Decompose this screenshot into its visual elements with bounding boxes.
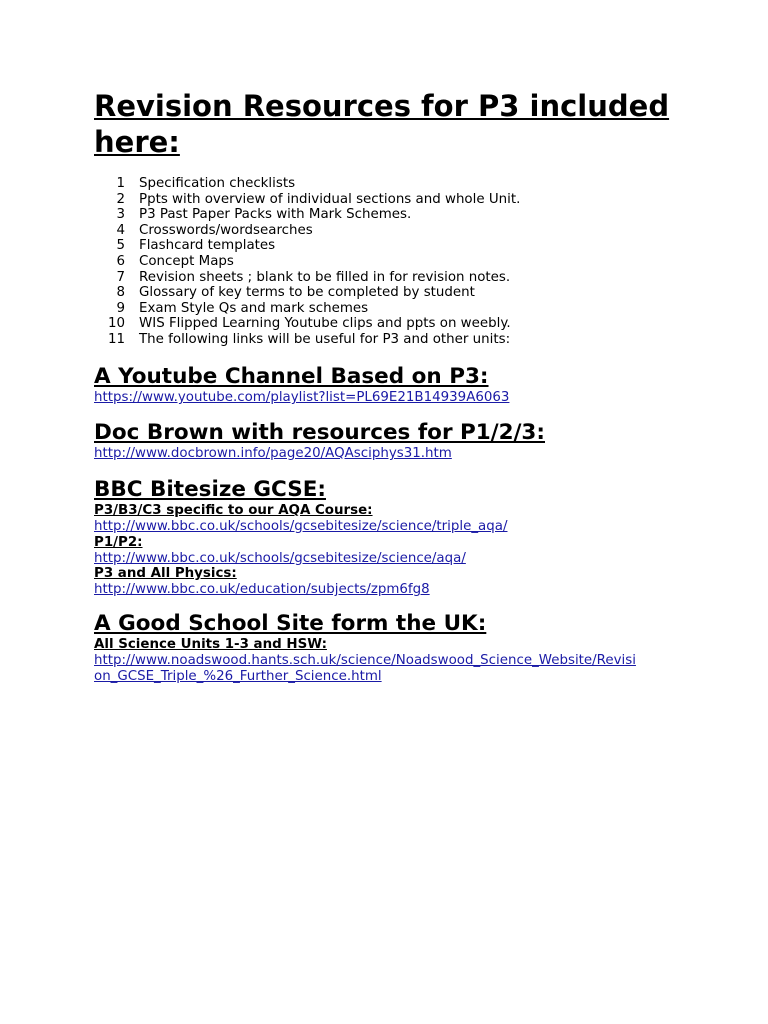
list-number: 8: [116, 285, 125, 301]
list-text: Revision sheets ; blank to be filled in for revision notes.: [139, 269, 511, 285]
bbc-physics-link[interactable]: http://www.bbc.co.uk/education/subjects/zpm6fg8: [94, 582, 430, 598]
list-number: 6: [116, 253, 125, 269]
bbc-aqa-link[interactable]: http://www.bbc.co.uk/schools/gcsebitesize/science/aqa/: [94, 550, 466, 566]
list-number: 3: [116, 207, 125, 223]
list-item: [94, 254, 520, 270]
list-item: [94, 223, 520, 239]
list-number: 1: [116, 176, 125, 191]
list-item: [94, 301, 520, 317]
list-text: Glossary of key terms to be completed by student: [139, 285, 475, 301]
noadswood-link-line2[interactable]: on_GCSE_Triple_%26_Further_Science.html: [94, 668, 382, 684]
school-units-label: All Science Units 1-3 and HSW:: [94, 637, 327, 652]
youtube-section: [94, 364, 509, 406]
page-title: Revision Resources for P3 included here:: [94, 89, 670, 159]
list-number: 9: [116, 300, 125, 316]
list-text: WIS Flipped Learning Youtube clips and ppts on weebly.: [139, 316, 511, 332]
bbc-triple-link[interactable]: http://www.bbc.co.uk/schools/gcsebitesize/science/triple_aqa/: [94, 519, 508, 534]
bbc-section: [94, 477, 507, 598]
list-text: Crosswords/wordsearches: [139, 222, 313, 238]
list-item: [94, 285, 520, 301]
list-item: [94, 238, 520, 254]
bbc-p1p2-label: P1/P2:: [94, 534, 143, 550]
bbc-physics-label: P3 and All Physics:: [94, 566, 237, 582]
list-item: [94, 192, 520, 208]
list-number: 10: [107, 316, 125, 332]
bbc-heading: BBC Bitesize GCSE:: [94, 477, 326, 502]
list-text: Concept Maps: [139, 253, 234, 269]
noadswood-link-line1[interactable]: http://www.noadswood.hants.sch.uk/science/Noadswood_Science_Website/Revisi: [94, 653, 636, 668]
list-item: [94, 332, 520, 348]
list-number: 4: [116, 222, 125, 238]
docbrown-heading: Doc Brown with resources for P1/2/3:: [94, 420, 545, 445]
list-text: Ppts with overview of individual sections and whole Unit.: [139, 191, 521, 207]
docbrown-link[interactable]: http://www.docbrown.info/page20/AQAsciphys31.htm: [94, 446, 452, 461]
youtube-link[interactable]: https://www.youtube.com/playlist?list=PL69E21B14939A6063: [94, 390, 510, 405]
list-number: 5: [116, 238, 125, 254]
docbrown-section: [94, 420, 545, 462]
youtube-heading: A Youtube Channel Based on P3:: [94, 364, 489, 389]
list-number: 2: [116, 191, 125, 207]
list-number: 11: [107, 331, 125, 347]
list-number: 7: [116, 269, 125, 285]
list-item: [94, 270, 520, 286]
list-text: Exam Style Qs and mark schemes: [139, 300, 369, 316]
resource-list: [94, 176, 520, 348]
bbc-triple-label: P3/B3/C3 specific to our AQA Course:: [94, 503, 373, 518]
school-section: [94, 611, 636, 684]
list-text: Flashcard templates: [139, 238, 276, 254]
list-item: [94, 176, 520, 192]
school-heading: A Good School Site form the UK:: [94, 611, 487, 636]
list-item: [94, 316, 520, 332]
list-item: [94, 207, 520, 223]
list-text: Specification checklists: [139, 176, 296, 191]
list-text: P3 Past Paper Packs with Mark Schemes.: [139, 207, 412, 223]
list-text: The following links will be useful for P3 and other units:: [139, 331, 511, 347]
